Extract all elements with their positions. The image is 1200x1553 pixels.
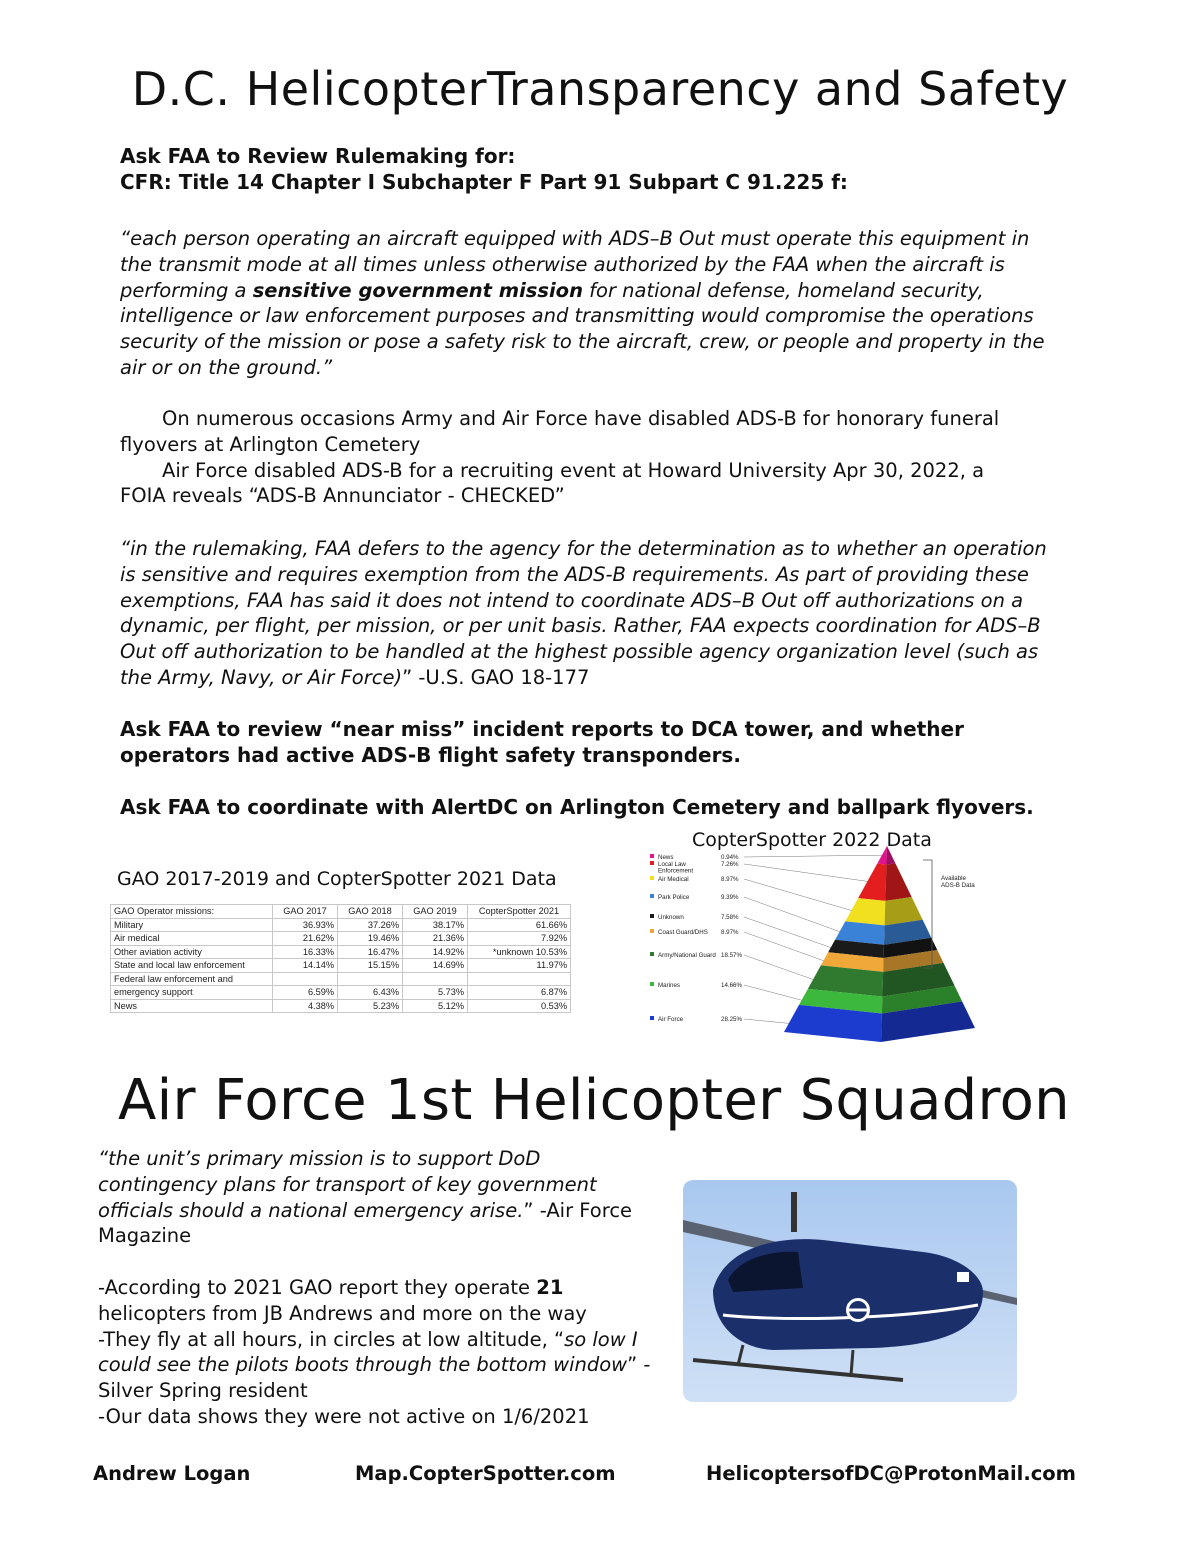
table-cell: 14.92%	[403, 945, 468, 959]
funeral-flyover-paragraph: On numerous occasions Army and Air Force have disabled ADS-B for honorary funeral flyovers at Arlington Cemetery	[120, 407, 1000, 456]
legend-leader-line	[744, 897, 844, 933]
gao-quote	[120, 536, 1065, 691]
legend-label: Local Law	[658, 861, 686, 868]
legend-leader-line	[744, 1019, 796, 1024]
legend-swatch	[650, 876, 654, 880]
table-cell: 6.43%	[338, 986, 403, 1000]
cfr-quote-text: “each person operating an aircraft equipped with ADS–B Out must operate this equipment in the transmit mode at all times unless otherwise authorized by the FAA when the aircraft is performing a	[120, 227, 1030, 302]
fact-jan6: -Our data shows they were not active on 1/6/2021	[98, 1404, 590, 1428]
footer-website-link[interactable]: Map.CopterSpotter.com	[355, 1462, 616, 1485]
legend-label: Air Force	[658, 1016, 684, 1023]
squadron-title: Air Force 1st Helicopter Squadron	[118, 1068, 1070, 1133]
legend-label: Air Medical	[658, 876, 689, 883]
table-cell: GAO Operator missions:	[111, 905, 273, 919]
legend-value: 9.39%	[721, 894, 739, 901]
table-cell	[403, 972, 468, 986]
af-quote-source: ” -Air Force Magazine	[98, 1198, 633, 1248]
ads-b-incidents	[120, 406, 1020, 509]
table-cell: GAO 2017	[273, 905, 338, 919]
table-row	[111, 999, 571, 1013]
fact-low-source: ” - Silver Spring resident	[98, 1353, 651, 1403]
legend-value: 7.26%	[721, 861, 739, 868]
table-cell	[338, 972, 403, 986]
af-quote-text: “the unit’s primary mission is to support DoD contingency plans for transport of key government officials should a national emergency arise.	[98, 1147, 597, 1222]
pyramid-segment	[845, 898, 885, 925]
table-cell: 19.46%	[338, 932, 403, 946]
table-cell: 6.87%	[468, 986, 571, 1000]
legend-value: 14.66%	[721, 982, 742, 989]
table-row	[111, 918, 571, 932]
legend-label: Army/National Guard	[658, 952, 716, 959]
legend-swatch	[650, 929, 654, 933]
table-cell: 7.92%	[468, 932, 571, 946]
table-cell: 14.14%	[273, 959, 338, 973]
near-miss-request: Ask FAA to review “near miss” incident reports to DCA tower, and whether operators had active ADS-B flight safety transponders.	[120, 717, 964, 767]
table-row	[111, 945, 571, 959]
legend-value: 8.97%	[721, 876, 739, 883]
table-cell: Air medical	[111, 932, 273, 946]
footer-author: Andrew Logan	[93, 1462, 251, 1485]
legend-swatch	[650, 861, 654, 865]
table-cell: 6.59%	[273, 986, 338, 1000]
howard-university-paragraph: Air Force disabled ADS-B for a recruiting event at Howard University Apr 30, 2022, a FOIA reveals “ADS-B Annunciator - CHECKED”	[120, 458, 985, 508]
alertdc-request: Ask FAA to coordinate with AlertDC on Arlington Cemetery and ballpark flyovers.	[120, 795, 1034, 819]
pyramid-segment-side	[885, 863, 911, 901]
table-cell	[468, 972, 571, 986]
legend-swatch	[650, 1016, 654, 1020]
cfr-quote-bold: sensitive government mission	[252, 278, 583, 302]
fact-fleet-count: 21	[536, 1276, 564, 1299]
fact-fleet-size	[98, 1275, 658, 1327]
legend-value: 28.25%	[721, 1016, 742, 1023]
legend-label: Enforcement	[658, 867, 694, 875]
table-cell: Military	[111, 918, 273, 932]
table-cell: 5.23%	[338, 999, 403, 1013]
table-cell	[273, 972, 338, 986]
fact-fleet-text: -According to 2021 GAO report they operate	[98, 1276, 537, 1299]
fact-low-quote: so low I could see the pilots boots through the bottom window	[98, 1327, 638, 1377]
table-header-row	[111, 905, 571, 919]
rulemaking-header-line2: CFR: Title 14 Chapter I Subchapter F Part 91 Subpart C 91.225 f:	[120, 170, 848, 194]
table-cell: State and local law enforcement	[111, 959, 273, 973]
fact-fleet-text-end: helicopters from JB Andrews and more on the way	[98, 1301, 587, 1325]
table-cell: 16.33%	[273, 945, 338, 959]
legend-leader-line	[744, 985, 807, 1002]
legend-label: News	[658, 854, 674, 861]
pyramid-segment	[858, 864, 886, 901]
table-cell: 4.38%	[273, 999, 338, 1013]
cfr-quote	[120, 226, 1065, 381]
fact-low-text: -They fly at all hours, in circles at low altitude, “	[98, 1327, 565, 1351]
bracket-label-line2: ADS-B Data	[941, 882, 975, 889]
table-cell: 16.47%	[338, 945, 403, 959]
cfr-quote-text-end: for national defense, homeland security, intelligence or law enforcement purposes and transmitting would compromise the operations security of the mission or pose a safety risk to the aircraft, crew, or people and property in the air or on the ground.”	[120, 278, 1045, 379]
legend-value: 8.97%	[721, 929, 739, 936]
gao-table-caption: GAO 2017-2019 and CopterSpotter 2021 Data	[117, 868, 557, 890]
bracket-label-line1: Available	[941, 875, 966, 882]
footer-email-link[interactable]: HelicoptersofDC@ProtonMail.com	[706, 1462, 1076, 1485]
table-cell: 0.53%	[468, 999, 571, 1013]
table-cell: GAO 2018	[338, 905, 403, 919]
table-cell: 38.17%	[403, 918, 468, 932]
table-cell: 37.26%	[338, 918, 403, 932]
pyramid-chart	[640, 846, 1000, 1066]
table-row	[111, 959, 571, 973]
table-cell: 21.62%	[273, 932, 338, 946]
gao-quote-text: “in the rulemaking, FAA defers to the agency for the determination as to whether an operation is sensitive and requires exemption from the ADS-B requirements. As part of providing these exemptions, FAA has said it does not intend to coordinate ADS–B Out off authorizations on a dynamic, per flight, per mission, or per unit basis. Rather, FAA expects coordination for ADS–B Out off authorization to be handled at the highest possible agency organization level (such as the Army, Navy, or Air Force)	[120, 537, 1047, 689]
legend-label: Marines	[658, 982, 681, 989]
table-cell: 5.12%	[403, 999, 468, 1013]
legend-swatch	[650, 854, 654, 858]
helicopter-photo	[683, 1180, 1017, 1402]
legend-swatch	[650, 914, 654, 918]
table-cell: 14.69%	[403, 959, 468, 973]
legend-leader-line	[744, 955, 818, 981]
legend-swatch	[650, 982, 654, 986]
table-cell: 36.93%	[273, 918, 338, 932]
rulemaking-header-line1: Ask FAA to Review Rulemaking for:	[120, 144, 516, 168]
table-cell: 5.73%	[403, 986, 468, 1000]
legend-label: Coast Guard/DHS	[658, 929, 708, 936]
squadron-facts	[98, 1275, 658, 1430]
table-cell: *unknown 10.53%	[468, 945, 571, 959]
pyramid-segment-side	[886, 846, 895, 865]
table-cell: Other aviation activity	[111, 945, 273, 959]
legend-value: 7.58%	[721, 914, 739, 921]
table-cell: emergency support	[111, 986, 273, 1000]
table-cell: CopterSpotter 2021	[468, 905, 571, 919]
table-cell: 15.15%	[338, 959, 403, 973]
table-cell: 61.66%	[468, 918, 571, 932]
page-title: D.C. HelicopterTransparency and Safety	[131, 62, 1069, 116]
air-force-magazine-quote	[98, 1146, 653, 1249]
table-cell: GAO 2019	[403, 905, 468, 919]
gao-quote-source: ” -U.S. GAO 18-177	[402, 665, 590, 689]
gao-data-table	[110, 904, 571, 1013]
fact-low-altitude	[98, 1327, 658, 1404]
rulemaking-header	[120, 143, 1080, 195]
table-cell: 21.36%	[403, 932, 468, 946]
table-row	[111, 932, 571, 946]
legend-leader-line	[744, 932, 829, 962]
legend-label: Park Police	[658, 894, 690, 901]
legend-swatch	[650, 952, 654, 956]
legend-value: 18.57%	[721, 952, 742, 959]
legend-leader-line	[744, 879, 856, 912]
table-row	[111, 986, 571, 1000]
table-cell: Federal law enforcement and	[111, 972, 273, 986]
chart-caption: CopterSpotter 2022 Data	[692, 829, 932, 851]
legend-leader-line	[744, 864, 872, 882]
legend-swatch	[650, 894, 654, 898]
legend-leader-line	[744, 855, 886, 857]
legend-leader-line	[744, 917, 836, 949]
table-cell: News	[111, 999, 273, 1013]
legend-label: Unknown	[658, 914, 684, 921]
table-cell: 11.97%	[468, 959, 571, 973]
table-row	[111, 972, 571, 986]
legend-value: 0.94%	[721, 854, 739, 861]
